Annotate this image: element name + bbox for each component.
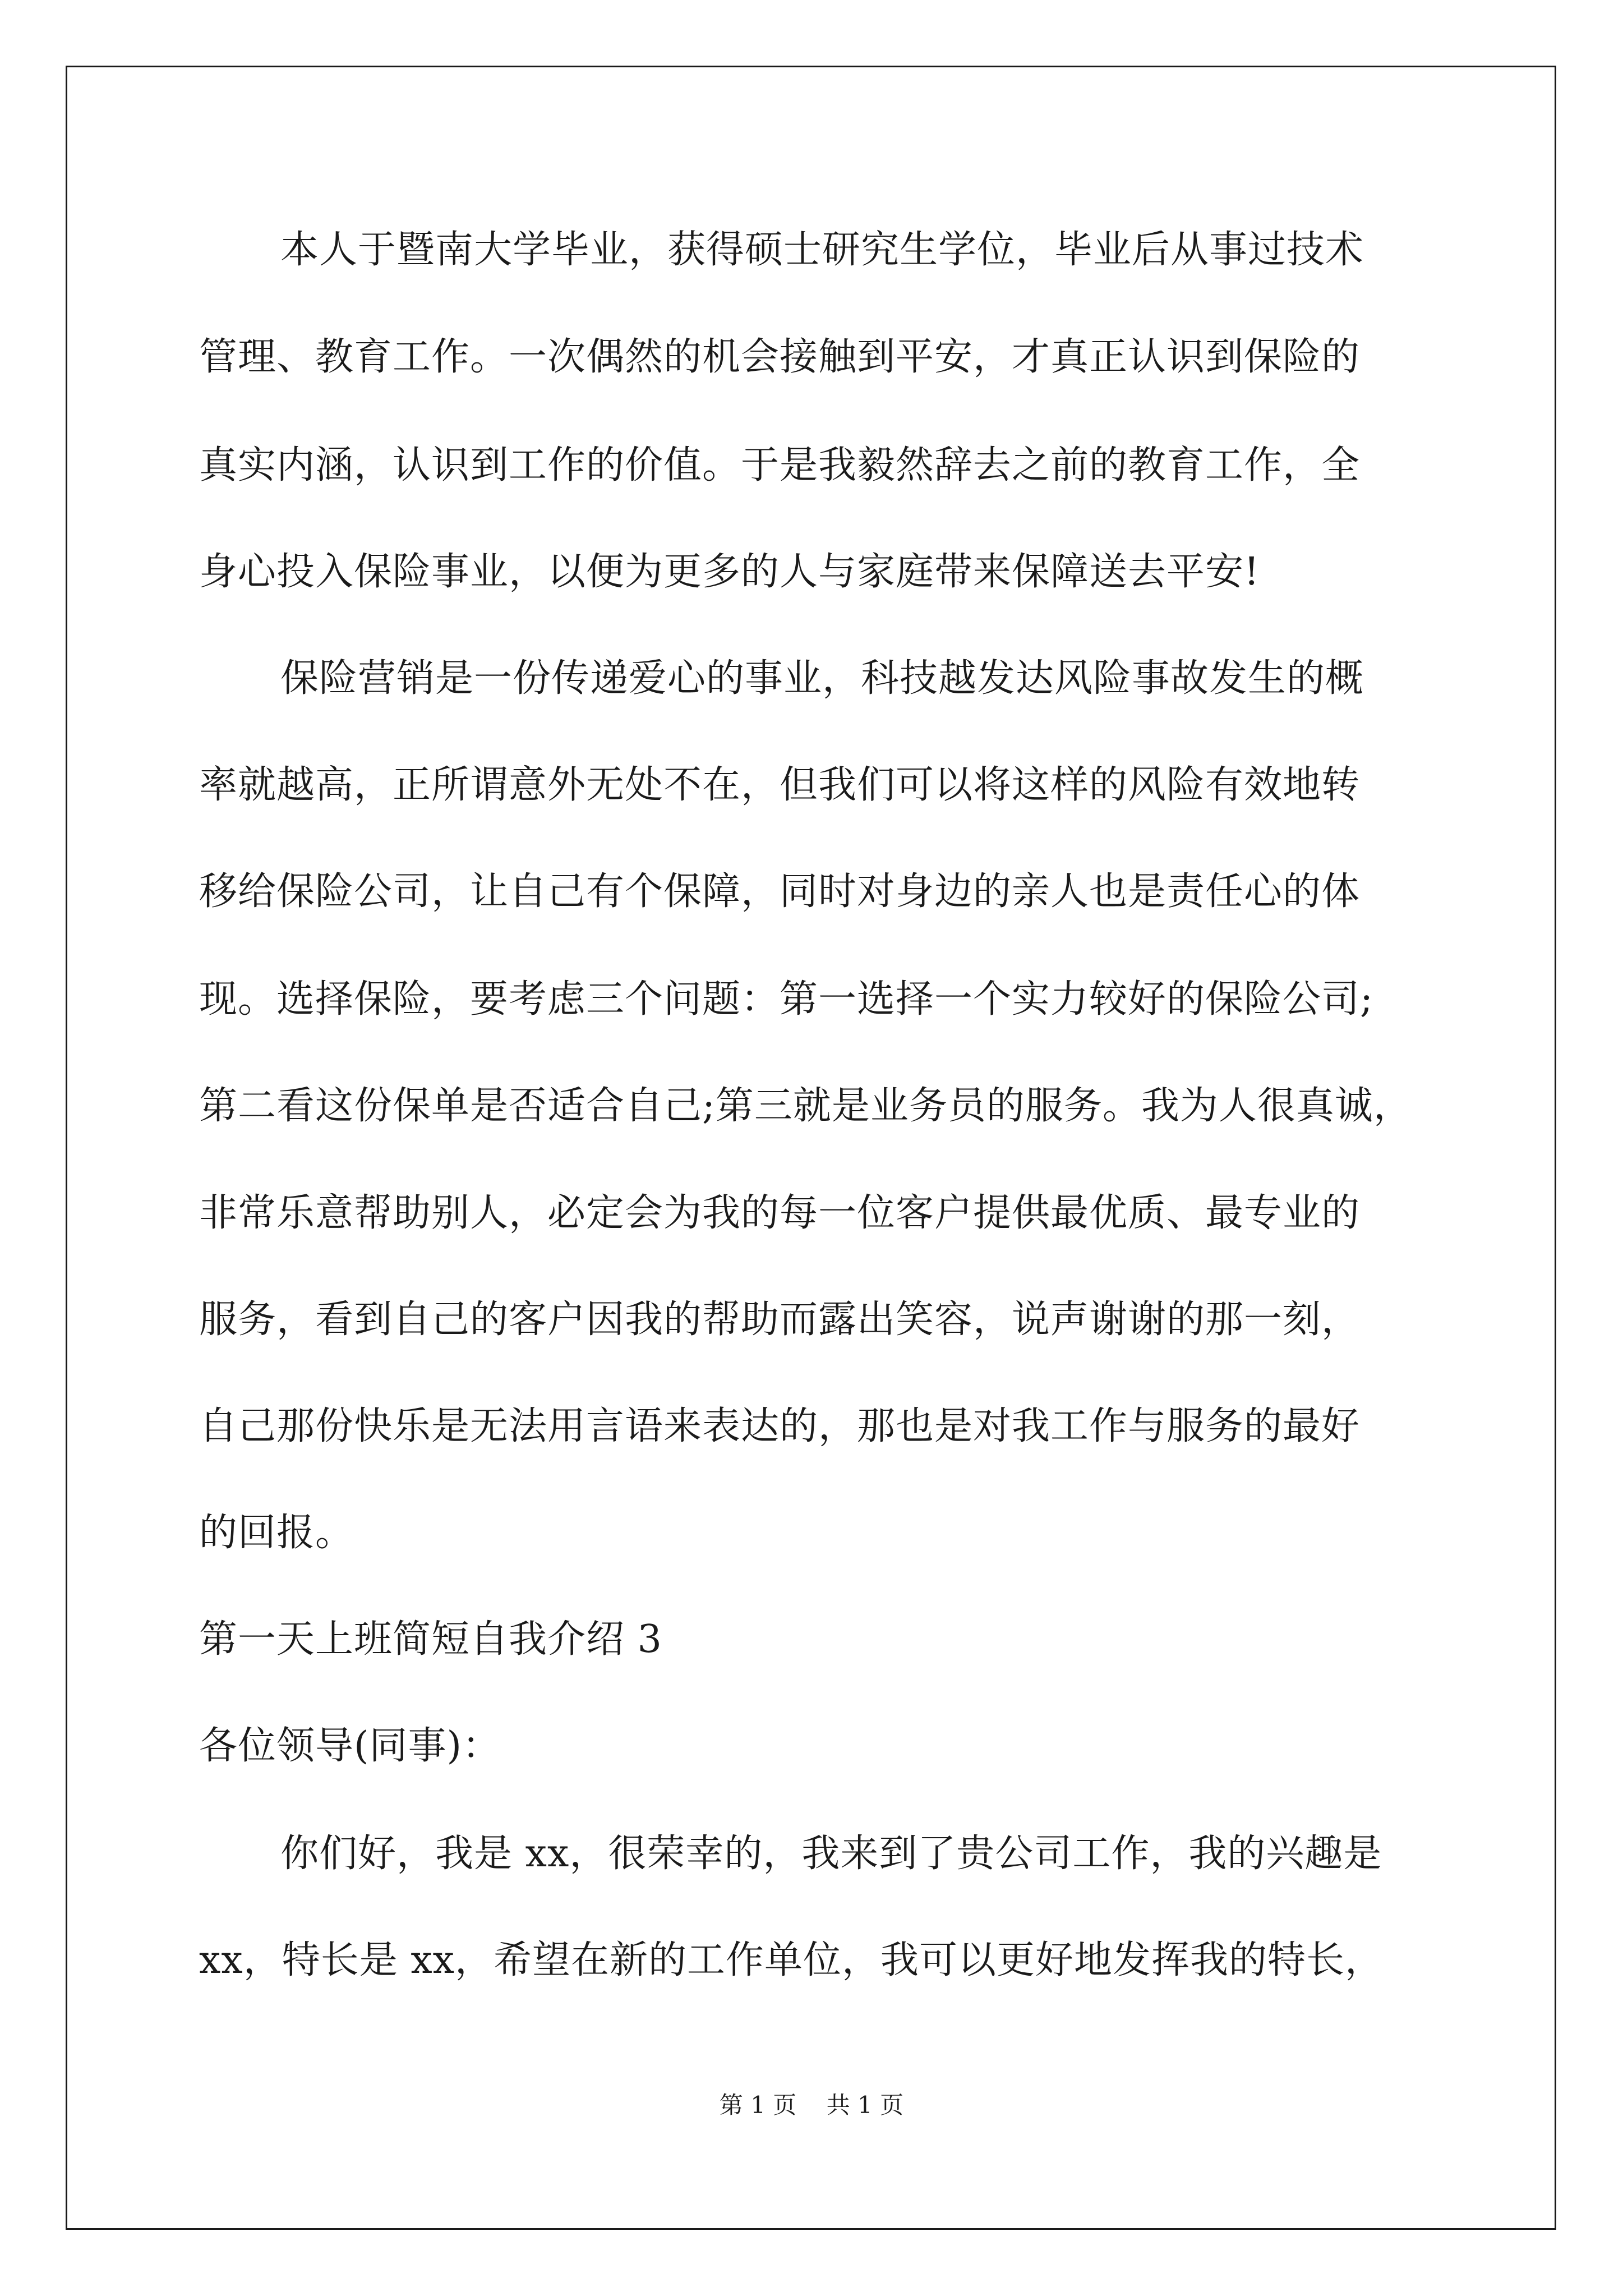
salutation: 各位领导(同事)： bbox=[199, 1724, 501, 1768]
paragraph-line: 保险营销是一份传递爱心的事业，科技越发达风险事故发生的概 bbox=[280, 656, 1364, 701]
paragraph-line: 非常乐意帮助别人，必定会为我的每一位客户提供最优质、最专业的 bbox=[199, 1191, 1361, 1235]
paragraph-line: 身心投入保险事业，以便为更多的人与家庭带来保障送去平安! bbox=[199, 550, 1260, 594]
paragraph-line: 第二看这份保单是否适合自己;第三就是业务员的服务。我为人很真诚， bbox=[199, 1084, 1412, 1128]
paragraph-line: 管理、教育工作。一次偶然的机会接触到平安，才真正认识到保险的 bbox=[199, 335, 1361, 379]
page-footer: 第 1 页 共 1 页 bbox=[719, 2091, 904, 2119]
paragraph-line: 现。选择保险，要考虑三个问题：第一选择一个实力较好的保险公司; bbox=[199, 977, 1373, 1022]
paragraph-line: 移给保险公司，让自己有个保障，同时对身边的亲人也是责任心的体 bbox=[199, 869, 1361, 914]
paragraph-line: 服务，看到自己的客户因我的帮助而露出笑容，说声谢谢的那一刻， bbox=[199, 1297, 1361, 1342]
section-heading: 第一天上班简短自我介绍 3 bbox=[199, 1617, 662, 1662]
paragraph-line: xx，特长是 xx，希望在新的工作单位，我可以更好地发挥我的特长， bbox=[199, 1938, 1384, 1982]
paragraph-line: 你们好，我是 xx，很荣幸的，我来到了贵公司工作，我的兴趣是 bbox=[280, 1832, 1382, 1876]
paragraph-line: 真实内涵，认识到工作的价值。于是我毅然辞去之前的教育工作，全 bbox=[199, 443, 1361, 487]
paragraph-line: 的回报。 bbox=[199, 1511, 354, 1555]
paragraph-line: 自己那份快乐是无法用言语来表达的，那也是对我工作与服务的最好 bbox=[199, 1404, 1361, 1448]
paragraph-line: 率就越高，正所谓意外无处不在，但我们可以将这样的风险有效地转 bbox=[199, 763, 1361, 807]
page-border bbox=[66, 66, 1556, 2230]
paragraph-line: 本人于暨南大学毕业，获得硕士研究生学位，毕业后从事过技术 bbox=[280, 228, 1364, 272]
